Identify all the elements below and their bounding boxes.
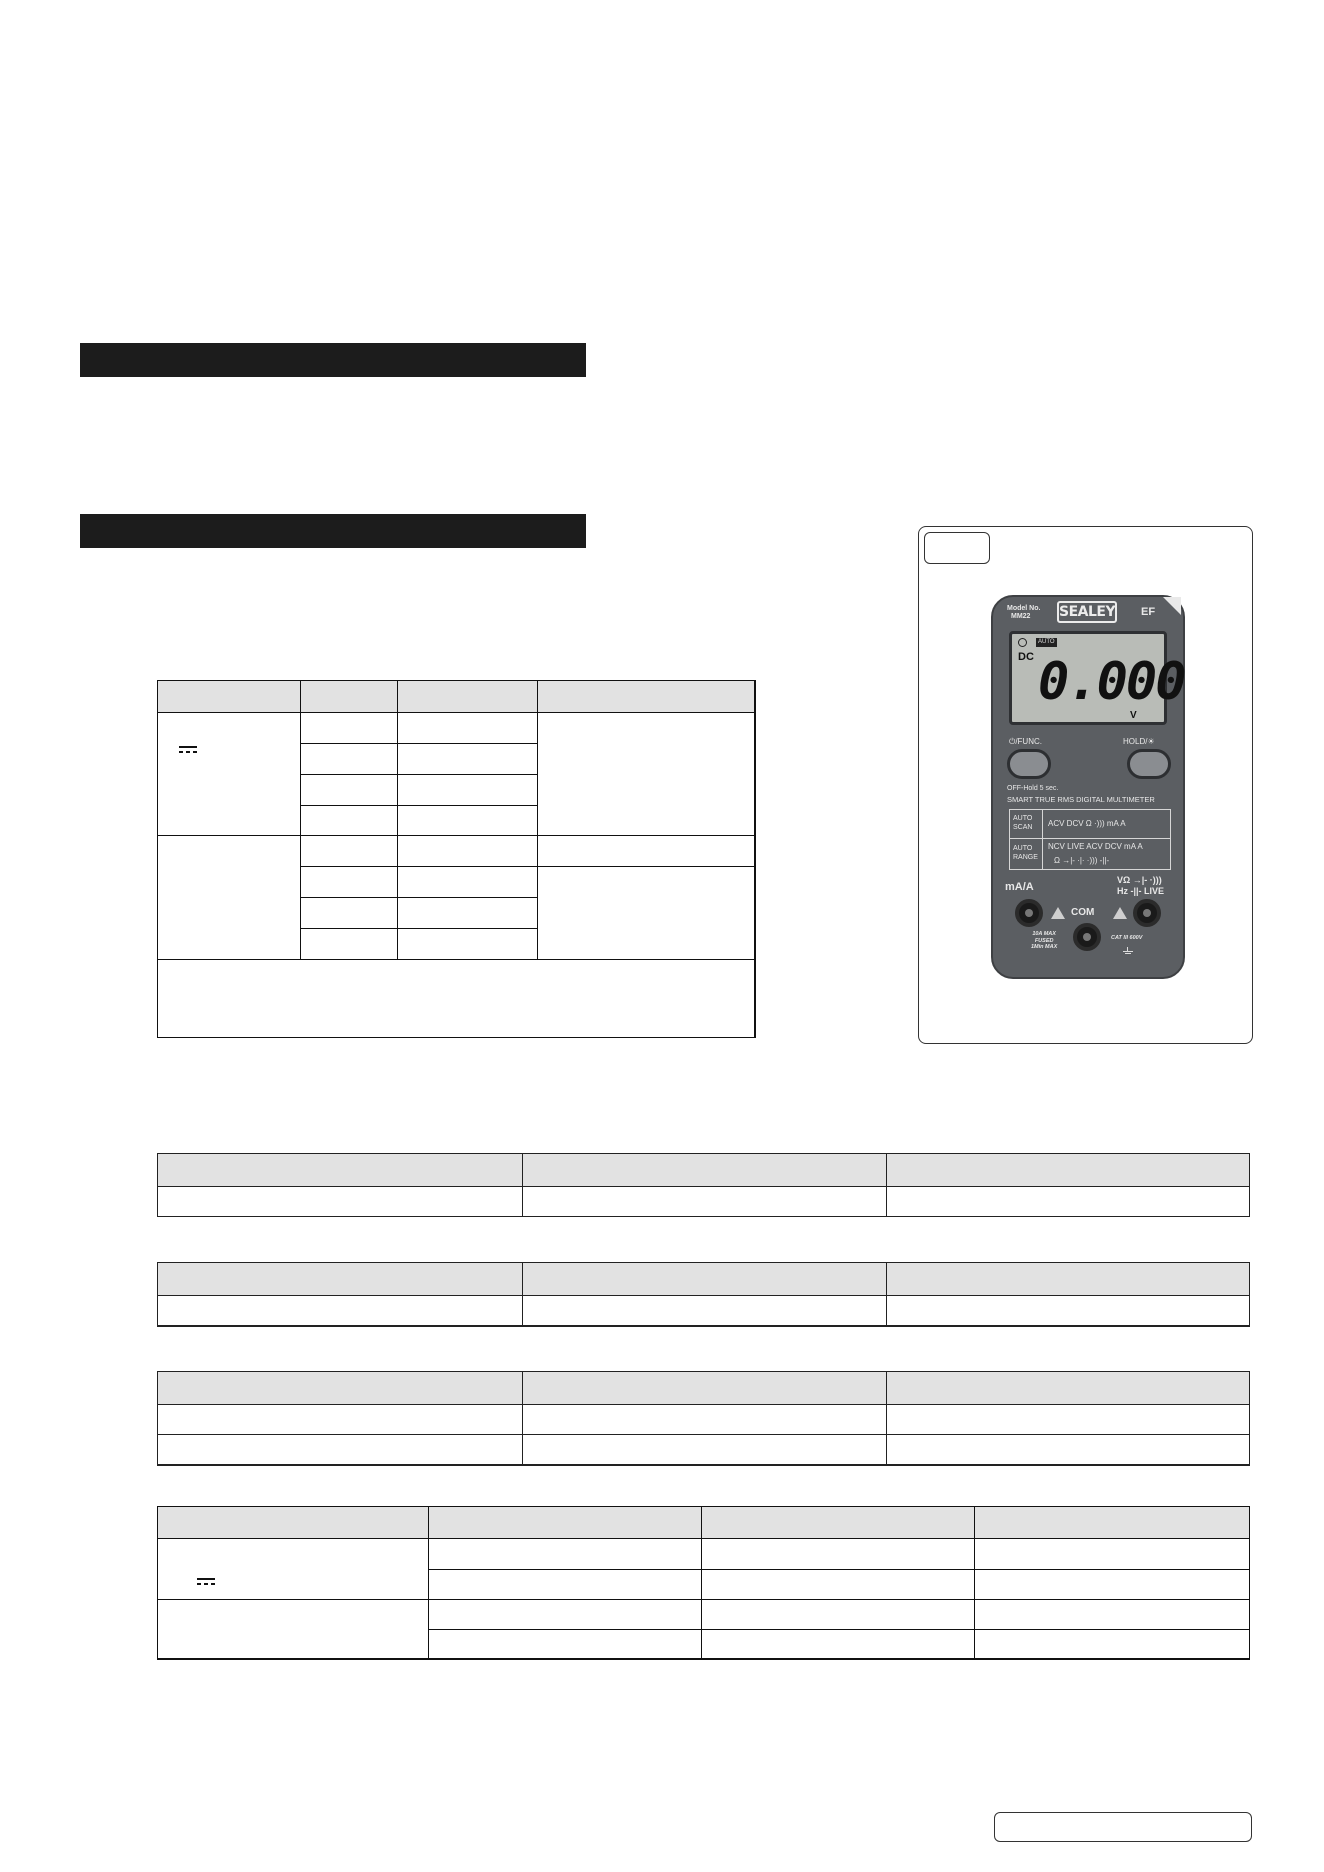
lcd-unit: V — [1130, 710, 1137, 721]
figure-panel — [918, 526, 1253, 1044]
spec-table-4 — [157, 1371, 1250, 1466]
warning-icon-right — [1113, 907, 1127, 919]
auto-range-label: AUTO RANGE — [1013, 845, 1038, 861]
multimeter-image — [991, 595, 1185, 979]
off-hold-text: OFF-Hold 5 sec. — [1007, 785, 1059, 792]
auto-range-box — [1009, 838, 1171, 870]
func-button-label: ⏻/FUNC. — [1009, 737, 1042, 746]
right-jack-rating: CAT III 600V — [1111, 935, 1143, 941]
auto-range-modes-1: NCV LIVE ACV DCV mA A — [1048, 842, 1143, 851]
com-label: COM — [1071, 907, 1095, 918]
ground-icon — [1123, 947, 1133, 955]
dc-symbol-icon — [197, 1578, 215, 1586]
hold-button-label: HOLD/☀ — [1123, 737, 1155, 746]
auto-badge: AUTO — [1038, 639, 1055, 645]
table-row — [158, 1295, 1249, 1325]
right-jack[interactable] — [1133, 899, 1161, 927]
model-number-text: Model No. MM22 — [1007, 605, 1041, 620]
auto-scan-label: AUTO SCAN — [1013, 815, 1033, 831]
warning-icon-left — [1051, 907, 1065, 919]
spec-table-1-header — [157, 680, 755, 712]
com-jack[interactable] — [1073, 923, 1101, 951]
table-row — [158, 1186, 1249, 1216]
table-row — [158, 1404, 1249, 1434]
spec-table-2 — [157, 1153, 1250, 1217]
left-jack[interactable] — [1015, 899, 1043, 927]
auto-range-modes-2: Ω →|- ·|· ·))) -||- — [1054, 856, 1110, 865]
left-jack-label: mA/A — [1005, 881, 1034, 893]
auto-scan-box — [1009, 809, 1171, 839]
product-name-text: SMART TRUE RMS DIGITAL MULTIMETER — [1007, 795, 1155, 804]
ef-label: EF — [1141, 606, 1156, 618]
table-row — [158, 1372, 1249, 1404]
left-jack-rating: 10A MAX FUSED 1Min MAX — [1031, 931, 1058, 950]
section-header-bar-2 — [80, 514, 586, 548]
dc-indicator: DC — [1018, 651, 1034, 663]
table-row — [158, 1263, 1249, 1295]
corner-notch-icon — [1163, 597, 1181, 615]
spec-table-5 — [157, 1506, 1250, 1660]
brand-logo: SEALEY — [1057, 601, 1117, 623]
table-row — [158, 1434, 1249, 1464]
spec-table-1 — [157, 680, 755, 1038]
section-header-bar-1 — [80, 343, 586, 377]
page-number-box — [994, 1812, 1252, 1842]
lcd-reading: 0.000 — [1038, 652, 1185, 712]
figure-label-box — [924, 532, 990, 564]
dc-symbol-icon — [179, 746, 197, 754]
table-row — [158, 1154, 1249, 1186]
lcd-display — [1009, 631, 1185, 725]
spec-table-3 — [157, 1262, 1250, 1327]
power-icon — [1018, 638, 1027, 647]
auto-scan-modes: ACV DCV Ω ·))) mA A — [1048, 819, 1126, 828]
hold-button[interactable] — [1127, 749, 1171, 779]
func-button[interactable] — [1007, 749, 1051, 779]
right-jack-label: VΩ →|- ·))) Hz -||- LIVE — [1117, 875, 1165, 896]
